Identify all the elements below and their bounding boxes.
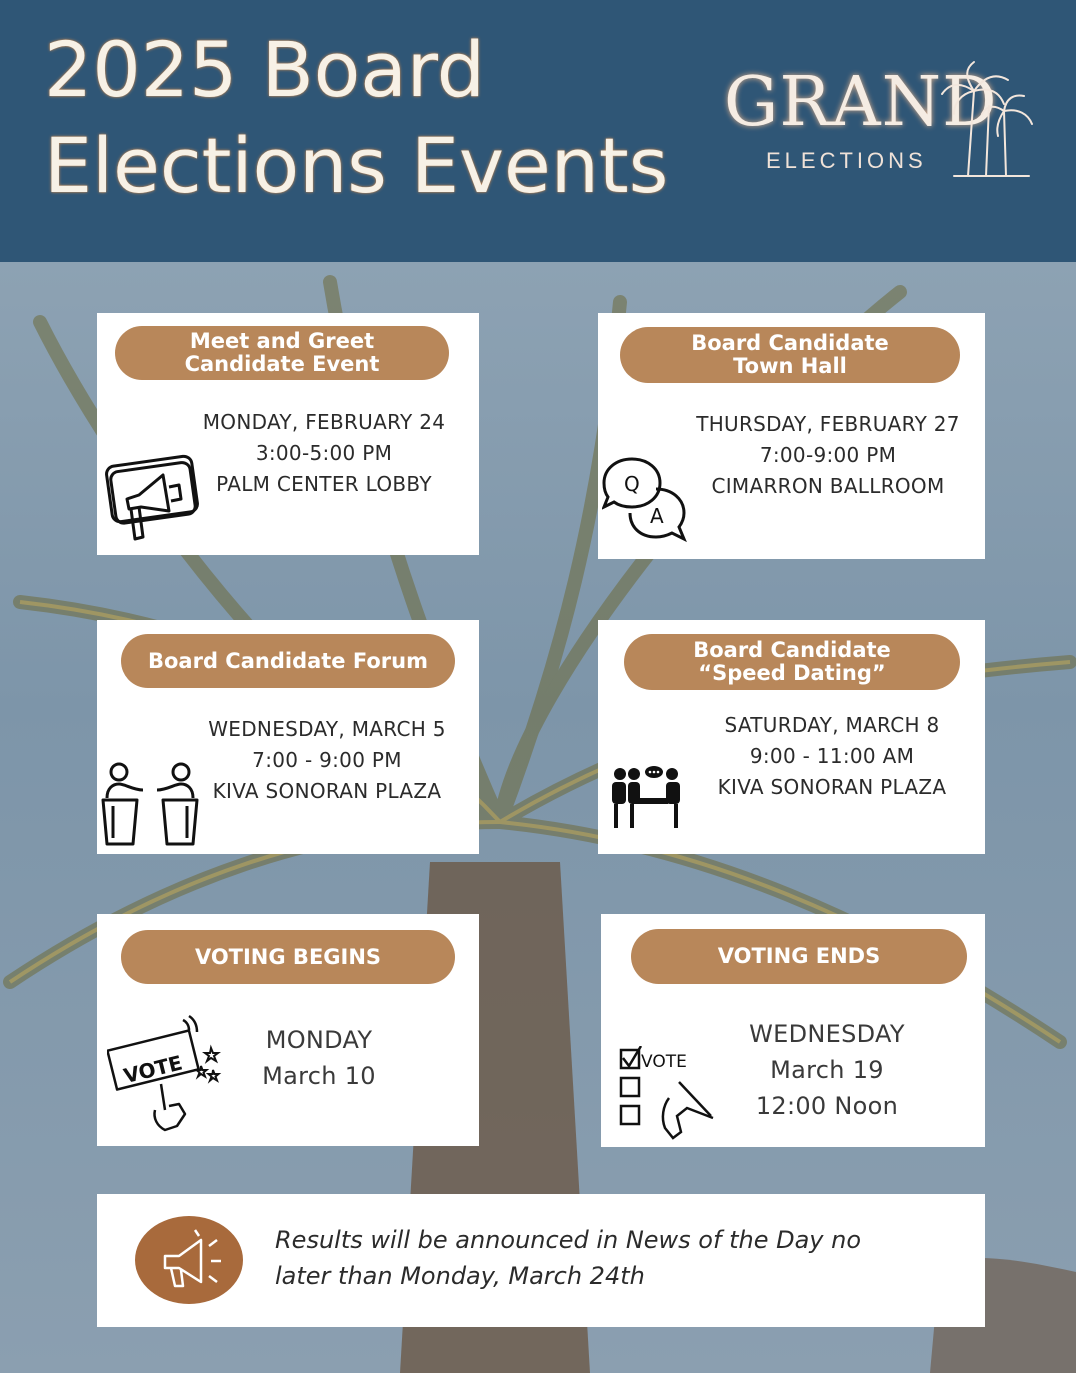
megaphone-icon xyxy=(105,451,201,547)
event-details xyxy=(704,710,960,803)
logo-grand-text: GRAND xyxy=(724,63,998,142)
svg-text:Q: Q xyxy=(624,472,640,496)
event-card-town-hall xyxy=(598,313,985,559)
event-details xyxy=(721,1016,933,1124)
group-meeting-icon xyxy=(608,764,688,834)
event-card-candidate-forum xyxy=(97,620,479,854)
title-line-2: Elections Events xyxy=(44,121,669,210)
event-time: 7:00-9:00 PM xyxy=(759,443,897,467)
event-card-meet-and-greet xyxy=(97,313,479,555)
event-day: WEDNESDAY xyxy=(749,1020,905,1048)
event-title-line: VOTING BEGINS xyxy=(194,944,382,969)
ballot-vote-text: VOTE xyxy=(641,1052,687,1072)
event-title-line: VOTING ENDS xyxy=(717,944,881,968)
results-announcement-card xyxy=(97,1194,985,1327)
event-title-line: Board Candidate xyxy=(691,331,889,355)
event-time: 9:00 - 11:00 AM xyxy=(749,744,915,768)
event-location: CIMARRON BALLROOM xyxy=(711,474,945,498)
event-title-line: “Speed Dating” xyxy=(698,661,886,685)
footer-line-2: later than Monday, March 24th xyxy=(275,1262,645,1290)
event-title-pill xyxy=(624,634,960,690)
event-title-line: Town Hall xyxy=(733,354,847,378)
announcement-badge xyxy=(135,1216,243,1304)
event-day: MONDAY xyxy=(265,1026,373,1054)
podium-debate-icon xyxy=(99,760,203,846)
event-title-line: Board Candidate xyxy=(693,638,891,662)
event-title-pill xyxy=(121,634,455,688)
event-title-pill xyxy=(121,930,455,984)
event-card-voting-begins xyxy=(97,914,479,1146)
event-time: 3:00-5:00 PM xyxy=(255,441,393,465)
event-date: MONDAY, FEBRUARY 24 xyxy=(202,410,446,434)
event-location: PALM CENTER LOBBY xyxy=(216,472,432,496)
event-title-line: Board Candidate Forum xyxy=(148,648,428,673)
logo-elections-text: ELECTIONS xyxy=(766,148,927,173)
event-title-pill xyxy=(631,929,967,984)
event-details xyxy=(197,714,457,807)
megaphone-icon xyxy=(135,1216,243,1304)
title-line-1: 2025 Board xyxy=(44,25,485,114)
vote-sign-icon xyxy=(107,1014,223,1138)
page-title xyxy=(44,22,668,214)
event-details xyxy=(237,1022,401,1094)
vote-sign-text: VOTE xyxy=(121,1050,185,1089)
event-date: THURSDAY, FEBRUARY 27 xyxy=(696,412,960,436)
event-details xyxy=(686,409,970,502)
event-date: March 10 xyxy=(262,1062,376,1090)
header-banner xyxy=(0,0,1076,262)
event-location: KIVA SONORAN PLAZA xyxy=(212,779,442,803)
qa-chat-icon xyxy=(602,455,692,545)
event-date: March 19 xyxy=(770,1056,884,1084)
event-details xyxy=(195,407,453,500)
event-time: 12:00 Noon xyxy=(755,1092,899,1120)
event-date: SATURDAY, MARCH 8 xyxy=(724,713,940,737)
palm-trees-icon xyxy=(934,56,1044,186)
event-location: KIVA SONORAN PLAZA xyxy=(717,775,947,799)
event-title-line: Candidate Event xyxy=(184,352,380,376)
event-card-voting-ends xyxy=(601,914,985,1147)
footer-line-1: Results will be announced in News of the Day no xyxy=(275,1226,861,1254)
grand-elections-logo xyxy=(724,63,1044,196)
event-title-pill xyxy=(620,327,960,383)
vote-ballot-icon xyxy=(617,1046,717,1142)
results-announcement-text xyxy=(275,1222,861,1294)
event-title-pill xyxy=(115,326,449,380)
event-date: WEDNESDAY, MARCH 5 xyxy=(208,717,446,741)
svg-text:A: A xyxy=(650,504,664,528)
event-title-line: Meet and Greet xyxy=(189,329,375,353)
event-card-speed-dating xyxy=(598,620,985,854)
event-time: 7:00 - 9:00 PM xyxy=(252,748,402,772)
